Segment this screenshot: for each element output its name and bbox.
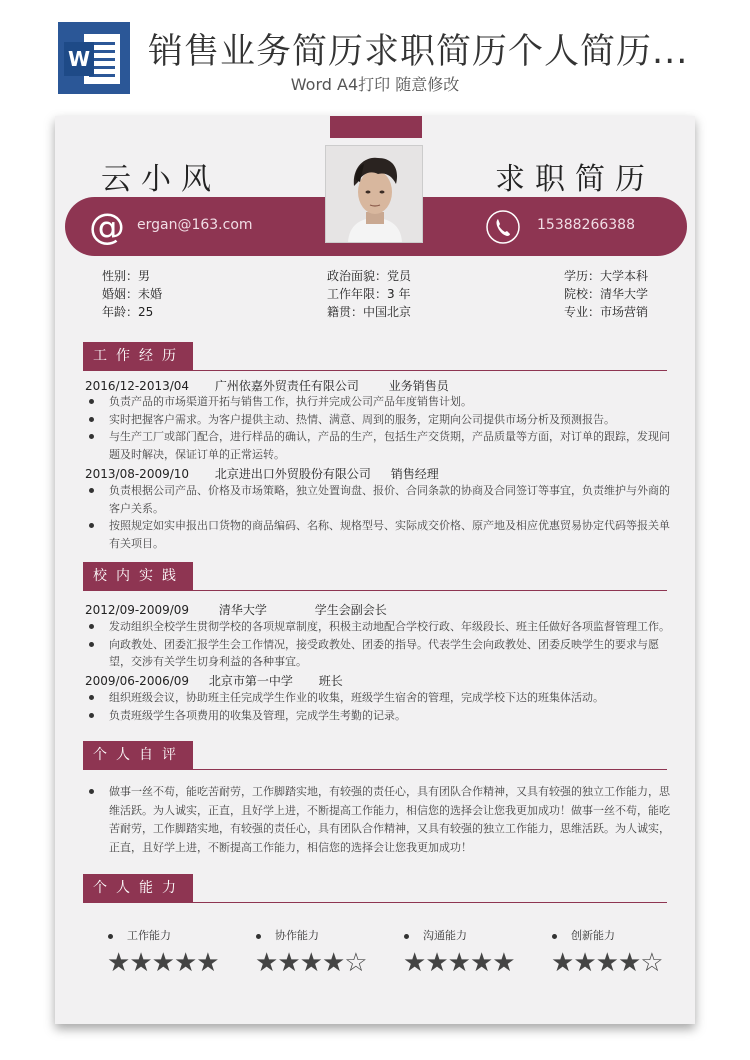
info-column-right — [564, 267, 648, 321]
job-header — [85, 377, 449, 394]
info-political: 政治面貌：党员 — [327, 269, 412, 283]
campus-duties-list — [85, 618, 675, 671]
skill-label-work — [108, 927, 171, 943]
candidate-name: 云小风 — [101, 162, 221, 197]
job-duty-item: 负责根据公司产品、价格及市场策略，独立处置询盘、报价、合同条款的协商及合同签订等事宜，负责维护与外商的客户关系。 — [85, 482, 675, 517]
job-header — [85, 465, 439, 482]
info-major: 专业：市场营销 — [564, 305, 649, 319]
star-filled-icon: ★ — [595, 948, 618, 978]
self-eval-text: 做事一丝不苟，能吃苦耐劳，工作脚踏实地，有较强的责任心，具有团队合作精神，又具有较强的独立工作能力，思维活跃。为人诚实，正直，且好学上进，不断提高工作能力，相信您的选择会让您我更加成功！做事一丝不苟，能吃苦耐劳，工作脚踏实地，有较强的责任心，具有团队合作精神，又具有较强的独立工作能力，思维活跃。为人诚实，正直，且好学上进，不断提高工作能力，相信您的选择会让您我更加成功！ — [85, 783, 675, 857]
document-header — [0, 0, 750, 108]
section-title-self: 个人自评 — [83, 741, 193, 769]
skill-label: 创新能力 — [571, 929, 615, 942]
svg-text:@: @ — [89, 207, 125, 248]
document-subtitle: Word A4打印 随意修改 — [290, 75, 460, 94]
info-column-left — [102, 267, 162, 321]
profile-photo — [325, 145, 423, 243]
campus-duty-item: 负责班级学生各项费用的收集及管理，完成学生考勤的记录。 — [85, 707, 675, 725]
campus-duty-item: 发动组织全校学生贯彻学校的各项规章制度，积极主动地配合学校行政、年级段长、班主任做好各项监督管理工作。 — [85, 618, 675, 636]
phone-text: 15388266388 — [537, 217, 635, 233]
job-duties-list — [85, 482, 675, 552]
bullet-dot — [404, 934, 409, 939]
info-gender: 性别：男 — [102, 269, 151, 283]
job-company: 北京进出口外贸股份有限公司 — [214, 467, 371, 481]
star-filled-icon: ★ — [196, 948, 219, 978]
bullet-dot — [552, 934, 557, 939]
resume-heading: 求职简历 — [495, 162, 655, 197]
campus-period: 2012/09-2009/09 — [85, 603, 190, 617]
job-duty-item: 实时把握客户需求。为客户提供主动、热情、满意、周到的服务，定期向公司提供市场分析及预测报告。 — [85, 411, 675, 429]
campus-header — [85, 601, 387, 618]
bullet-dot — [108, 934, 113, 939]
section-divider-campus — [83, 590, 667, 591]
campus-org: 北京市第一中学 — [208, 674, 293, 688]
star-filled-icon: ★ — [321, 948, 345, 978]
skill-label-innovation — [552, 927, 615, 943]
section-divider-work — [83, 370, 667, 371]
section-title-campus: 校内实践 — [83, 562, 193, 590]
skill-label: 协作能力 — [275, 929, 319, 942]
star-filled-icon: ★ — [551, 948, 574, 978]
portrait-image — [326, 146, 423, 243]
campus-org: 清华大学 — [218, 603, 267, 617]
info-work-years: 工作年限：3 年 — [327, 287, 411, 301]
star-filled-icon: ★ — [492, 948, 515, 978]
campus-role: 学生会副会长 — [314, 603, 387, 617]
info-age: 年龄：25 — [102, 305, 154, 319]
campus-duties-list — [85, 689, 675, 724]
star-filled-icon: ★ — [617, 948, 641, 978]
email-at-icon — [85, 205, 129, 249]
star-filled-icon: ★ — [173, 948, 197, 978]
skill-rating-stars — [107, 948, 219, 978]
section-title-work: 工作经历 — [83, 342, 193, 370]
info-school: 院校：清华大学 — [564, 287, 649, 301]
campus-duty-item: 组织班级会议，协助班主任完成学生作业的收集，班级学生宿舍的管理，完成学校下达的班集体活动。 — [85, 689, 675, 707]
info-marital: 婚姻：未婚 — [102, 287, 163, 301]
job-period: 2016/12-2013/04 — [85, 379, 190, 393]
star-filled-icon: ★ — [447, 948, 470, 978]
star-filled-icon: ★ — [107, 948, 130, 978]
star-filled-icon: ★ — [151, 948, 174, 978]
star-filled-icon: ★ — [425, 948, 448, 978]
star-filled-icon: ★ — [299, 948, 322, 978]
job-duty-item: 负责产品的市场渠道开拓与销售工作，执行并完成公司产品年度销售计划。 — [85, 393, 675, 411]
section-divider-self — [83, 769, 667, 770]
self-eval-list — [85, 783, 675, 857]
resume-page — [55, 116, 695, 1024]
top-tab-decoration — [330, 116, 422, 138]
info-column-mid — [327, 267, 411, 321]
star-filled-icon: ★ — [469, 948, 493, 978]
job-duty-item: 与生产工厂或部门配合，进行样品的确认，产品的生产，包括生产交货期，产品质量等方面，对订单的跟踪，发现问题及时解决，保证订单的正常运转。 — [85, 428, 675, 463]
skill-label-teamwork — [256, 927, 319, 943]
skill-rating-stars — [403, 948, 515, 978]
skill-label: 工作能力 — [127, 929, 171, 942]
skill-rating-stars — [255, 948, 367, 978]
info-degree: 学历：大学本科 — [564, 269, 649, 283]
skill-rating-stars — [551, 948, 663, 978]
info-hometown: 籍贯：中国北京 — [327, 305, 412, 319]
bullet-dot — [256, 934, 261, 939]
job-role: 销售经理 — [390, 467, 439, 481]
document-title: 销售业务简历求职简历个人简历... — [148, 32, 689, 72]
phone-icon — [485, 209, 521, 245]
star-filled-icon: ★ — [255, 948, 278, 978]
star-empty-icon: ☆ — [344, 948, 367, 978]
campus-period: 2009/06-2006/09 — [85, 674, 190, 688]
section-divider-skills — [83, 902, 667, 903]
job-role: 业务销售员 — [388, 379, 449, 393]
star-filled-icon: ★ — [277, 948, 300, 978]
star-filled-icon: ★ — [573, 948, 596, 978]
email-text: ergan@163.com — [137, 217, 253, 233]
star-filled-icon: ★ — [403, 948, 426, 978]
skill-label-communication — [404, 927, 467, 943]
campus-duty-item: 向政教处、团委汇报学生会工作情况，接受政教处、团委的指导。代表学生会向政教处、团委反映学生的要求与愿望，交涉有关学生切身利益的各种事宜。 — [85, 636, 675, 671]
job-company: 广州依嘉外贸责任有限公司 — [214, 379, 359, 393]
campus-role: 班长 — [318, 674, 343, 688]
campus-header — [85, 672, 343, 689]
job-duties-list — [85, 393, 675, 463]
section-title-skills: 个人能力 — [83, 874, 193, 902]
svg-text:W: W — [67, 47, 91, 71]
star-filled-icon: ★ — [129, 948, 152, 978]
skill-label: 沟通能力 — [423, 929, 467, 942]
job-period: 2013/08-2009/10 — [85, 467, 190, 481]
job-duty-item: 按照规定如实申报出口货物的商品编码、名称、规格型号、实际成交价格、原产地及相应优惠贸易协定代码等报关单有关项目。 — [85, 517, 675, 552]
star-empty-icon: ☆ — [640, 948, 663, 978]
